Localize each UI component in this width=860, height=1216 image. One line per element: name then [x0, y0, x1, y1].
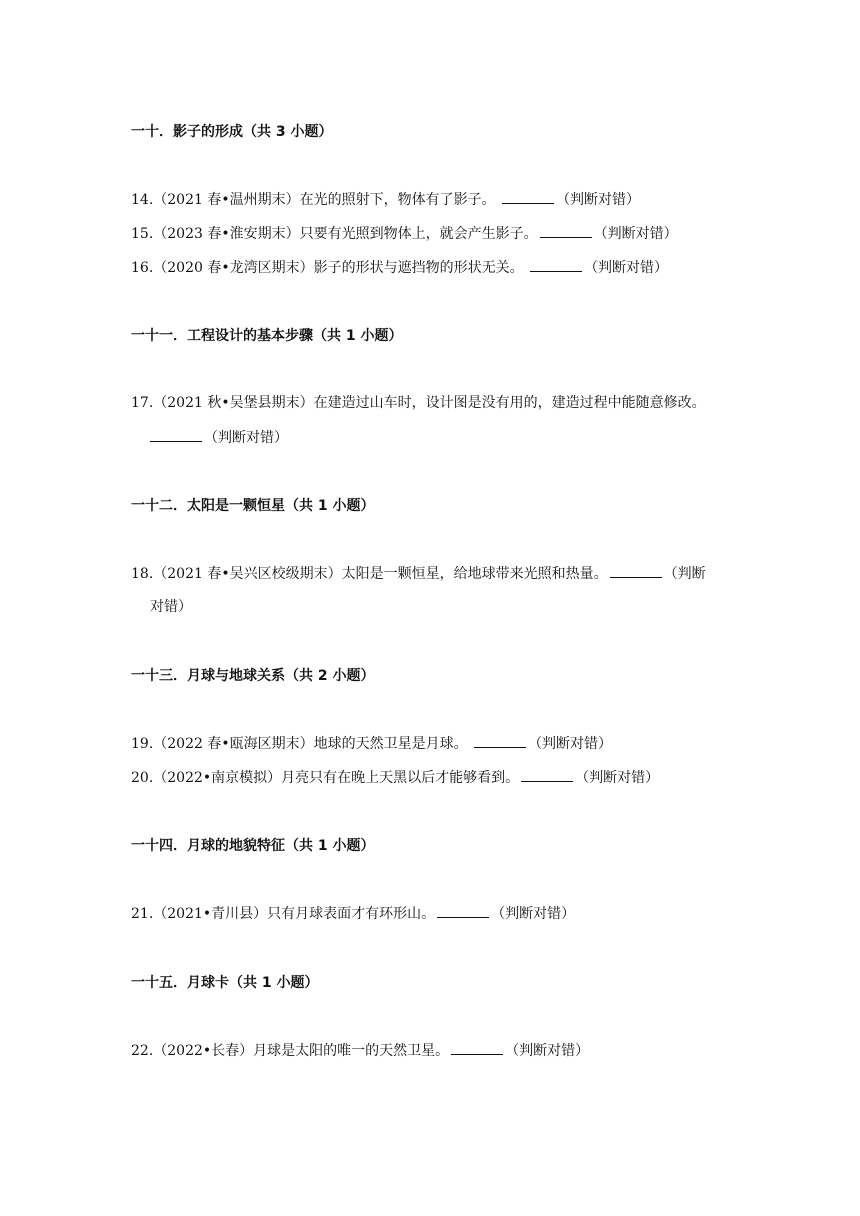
section-heading: 一十四．月球的地貌特征（共 1 小题）	[131, 838, 375, 854]
question-suffix: （判断对错）	[528, 736, 613, 752]
question-17	[131, 394, 706, 412]
question-text: 地球的天然卫星是月球。	[313, 736, 468, 752]
answer-blank[interactable]	[540, 224, 592, 238]
question-suffix: （判断	[663, 566, 706, 582]
question-number: 17.	[131, 395, 154, 411]
question-text: 只要有光照到物体上，就会产生影子。	[299, 226, 538, 242]
question-number: 14.	[131, 192, 154, 208]
answer-blank[interactable]	[521, 768, 573, 782]
question-text: 只有月球表面才有环形山。	[267, 906, 436, 922]
question-suffix: （判断对错）	[584, 260, 669, 276]
question-text: 影子的形状与遮挡物的形状无关。	[313, 260, 524, 276]
question-18-continuation: 对错）	[150, 599, 192, 615]
question-source: （2021 春•吴兴区校级期末）	[153, 566, 342, 582]
section-heading: 一十一．工程设计的基本步骤（共 1 小题）	[131, 328, 403, 344]
question-15	[131, 224, 678, 243]
question-suffix: （判断对错）	[505, 1043, 590, 1059]
question-number: 19.	[131, 736, 154, 752]
section-heading: 一十二．太阳是一颗恒星（共 1 小题）	[131, 498, 375, 514]
section-heading: 一十五．月球卡（共 1 小题）	[131, 975, 319, 991]
question-text: 月亮只有在晚上天黑以后才能够看到。	[281, 770, 520, 786]
question-text: 太阳是一颗恒星，给地球带来光照和热量。	[341, 566, 608, 582]
question-number: 21.	[131, 906, 154, 922]
answer-blank[interactable]	[451, 1041, 503, 1055]
question-number: 22.	[131, 1043, 154, 1059]
question-source: （2020 春•龙湾区期末）	[153, 260, 314, 276]
question-16	[131, 258, 668, 277]
question-21	[131, 904, 575, 923]
question-19	[131, 734, 612, 753]
question-suffix: （判断对错）	[575, 770, 660, 786]
question-suffix: （判断对错）	[593, 226, 678, 242]
question-source: （2022 春•瓯海区期末）	[153, 736, 314, 752]
section-heading: 一十．影子的形成（共 3 小题）	[131, 124, 333, 140]
question-17-continuation	[150, 428, 288, 447]
question-source: （2021 春•温州期末）	[153, 192, 300, 208]
question-source: （2022•南京模拟）	[153, 770, 282, 786]
question-source: （2023 春•淮安期末）	[153, 226, 300, 242]
question-14	[131, 190, 640, 209]
question-source: （2022•长春）	[153, 1043, 254, 1059]
question-number: 20.	[131, 770, 154, 786]
question-source: （2021 秋•吴堡县期末）	[153, 395, 314, 411]
answer-blank[interactable]	[610, 564, 662, 578]
answer-blank[interactable]	[502, 190, 554, 204]
question-number: 18.	[131, 566, 154, 582]
answer-blank[interactable]	[474, 734, 526, 748]
section-heading: 一十三．月球与地球关系（共 2 小题）	[131, 668, 375, 684]
question-text: 在建造过山车时，设计图是没有用的，建造过程中能随意修改。	[313, 395, 706, 411]
question-text: 在光的照射下，物体有了影子。	[299, 192, 496, 208]
question-suffix: （判断对错）	[491, 906, 576, 922]
question-suffix: （判断对错）	[204, 430, 288, 446]
question-source: （2021•青川县）	[153, 906, 268, 922]
answer-blank[interactable]	[437, 904, 489, 918]
question-text: 月球是太阳的唯一的天然卫星。	[253, 1043, 450, 1059]
question-number: 15.	[131, 226, 154, 242]
question-number: 16.	[131, 260, 154, 276]
question-20	[131, 768, 659, 787]
question-22	[131, 1041, 589, 1060]
answer-blank[interactable]	[150, 428, 202, 442]
question-suffix: （判断对错）	[556, 192, 641, 208]
answer-blank[interactable]	[530, 258, 582, 272]
question-18	[131, 564, 706, 583]
